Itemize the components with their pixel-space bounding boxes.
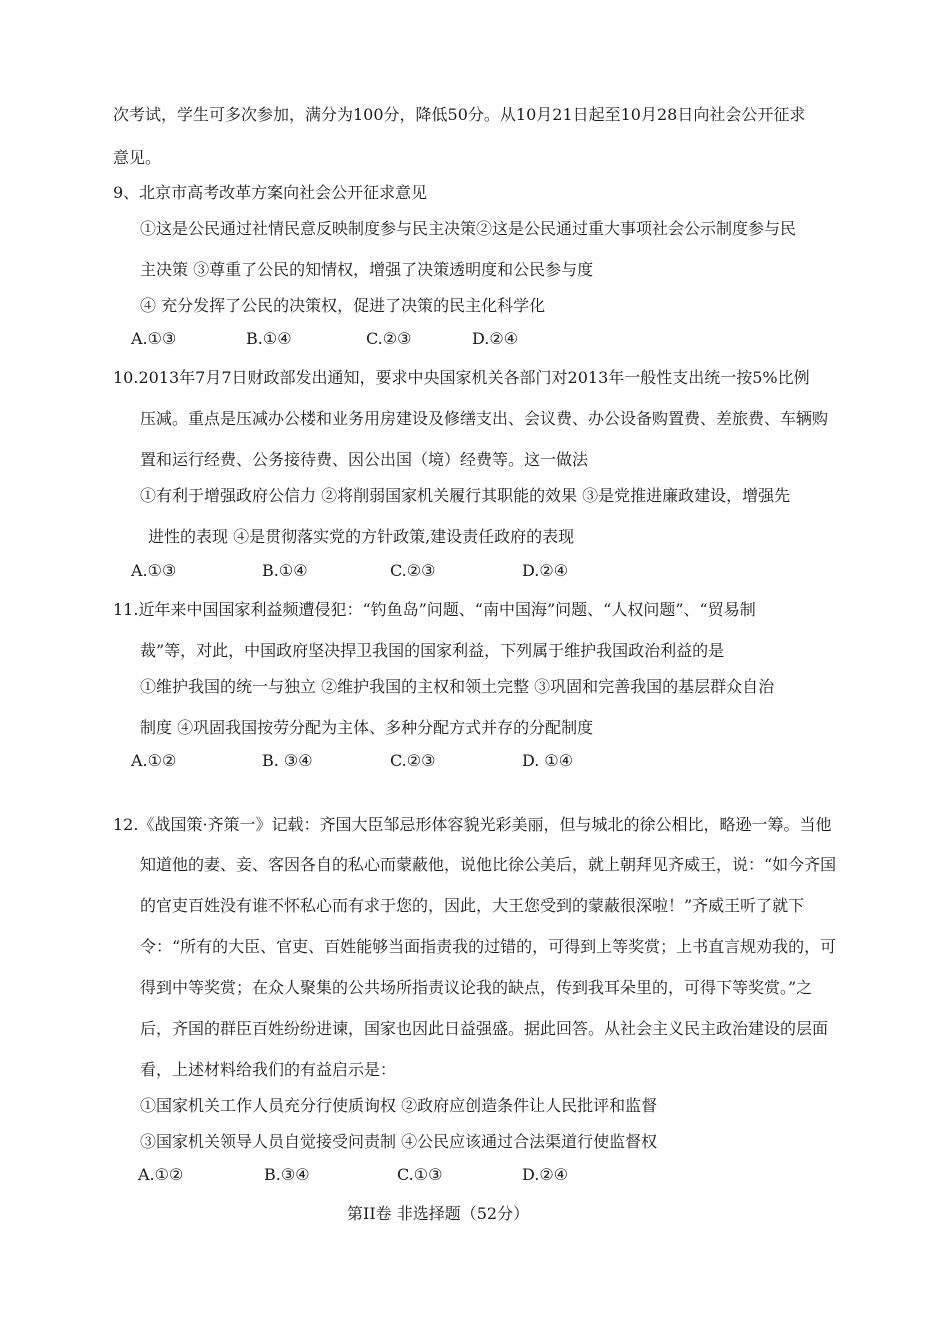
q9-stem: 9、北京市高考改革方案向社会公开征求意见 — [113, 183, 428, 202]
q11-statement-line-1: ①维护我国的统一与独立 ②维护我国的主权和领土完整 ③巩固和完善我国的基层群众自治 — [140, 677, 775, 696]
q12-option-d: D.②④ — [522, 1165, 569, 1184]
q12-statement-line-2: ③国家机关领导人员自觉接受问责制 ④公民应该通过合法渠道行使监督权 — [140, 1132, 658, 1151]
q9-option-a: A.①③ — [131, 329, 177, 348]
q11-option-a: A.①② — [131, 751, 177, 770]
q12-option-b: B.③④ — [264, 1165, 310, 1184]
q10-statement-line-1: ①有利于增强政府公信力 ②将削弱国家机关履行其职能的效果 ③是党推进廉政建设，增强先 — [140, 486, 791, 505]
q9-option-c: C.②③ — [366, 329, 412, 348]
q12-stem-line-7: 看，上述材料给我们的有益启示是： — [140, 1060, 397, 1079]
q12-statement-line-1: ①国家机关工作人员充分行使质询权 ②政府应创造条件让人民批评和监督 — [140, 1096, 658, 1115]
intro-line-2: 意见。 — [113, 148, 162, 167]
q11-stem-line-2: 裁”等，对此，中国政府坚决捍卫我国的国家利益，下列属于维护我国政治利益的是 — [140, 641, 725, 660]
q12-stem-line-1: 12.《战国策·齐策一》记载：齐国大臣邹忌形体容貌光彩美丽，但与城北的徐公相比，略逊一筹。当他 — [113, 815, 832, 834]
q11-stem-line-1: 11.近年来中国国家利益频遭侵犯：“钓鱼岛”问题、“南中国海”问题、“人权问题”、“贸易制 — [113, 600, 756, 619]
q10-option-c: C.②③ — [390, 561, 436, 580]
q9-option-b: B.①④ — [246, 329, 292, 348]
q9-statement-line-2: 主决策 ③尊重了公民的知情权，增强了决策透明度和公民参与度 — [140, 260, 594, 279]
q10-option-b: B.①④ — [262, 561, 308, 580]
q12-stem-line-3: 的官吏百姓没有谁不怀私心而有求于您的，因此，大王您受到的蒙蔽很深啦！”齐威王听了就下 — [140, 896, 805, 915]
q12-option-c: C.①③ — [397, 1165, 443, 1184]
q12-option-a: A.①② — [138, 1165, 184, 1184]
q12-stem-line-5: 得到中等奖赏；在众人聚集的公共场所指责议论我的缺点，传到我耳朵里的，可得下等奖赏。”之 — [140, 978, 813, 997]
intro-line-1: 次考试，学生可多次参加，满分为100分，降低50分。从10月21日起至10月28日向社会公开征求 — [113, 105, 806, 124]
q10-stem-line-2: 压减。重点是压减办公楼和业务用房建设及修缮支出、会议费、办公设备购置费、差旅费、车辆购 — [140, 409, 829, 428]
q11-option-c: C.②③ — [390, 751, 436, 770]
q10-option-d: D.②④ — [522, 561, 569, 580]
q11-option-d: D. ①④ — [522, 751, 574, 770]
q9-statement-line-3: ④ 充分发挥了公民的决策权，促进了决策的民主化科学化 — [140, 296, 546, 315]
q10-statement-line-2: 进性的表现 ④是贯彻落实党的方针政策,建设责任政府的表现 — [148, 527, 575, 546]
q12-stem-line-4: 令：“所有的大臣、官吏、百姓能够当面指责我的过错的，可得到上等奖赏；上书直言规劝我的，可 — [140, 937, 837, 956]
q10-stem-line-3: 置和运行经费、公务接待费、因公出国（境）经费等。这一做法 — [140, 450, 589, 469]
q9-statement-line-1: ①这是公民通过社情民意反映制度参与民主决策②这是公民通过重大事项社会公示制度参与民 — [140, 219, 797, 238]
q9-option-d: D.②④ — [472, 329, 519, 348]
q11-option-b: B. ③④ — [262, 751, 313, 770]
q12-stem-line-6: 后，齐国的群臣百姓纷纷进谏，国家也因此日益强盛。据此回答。从社会主义民主政治建设的层面 — [140, 1019, 829, 1038]
q12-stem-line-2: 知道他的妻、妾、客因各自的私心而蒙蔽他，说他比徐公美后，就上朝拜见齐威王，说：“如今齐国 — [140, 855, 837, 874]
q11-statement-line-2: 制度 ④巩固我国按劳分配为主体、多种分配方式并存的分配制度 — [140, 718, 594, 737]
q10-option-a: A.①③ — [131, 561, 177, 580]
section-title: 第II卷 非选择题（52分） — [347, 1204, 530, 1223]
q10-stem-line-1: 10.2013年7月7日财政部发出通知，要求中央国家机关各部门对2013年一般性支出统一按5%比例 — [113, 368, 810, 387]
